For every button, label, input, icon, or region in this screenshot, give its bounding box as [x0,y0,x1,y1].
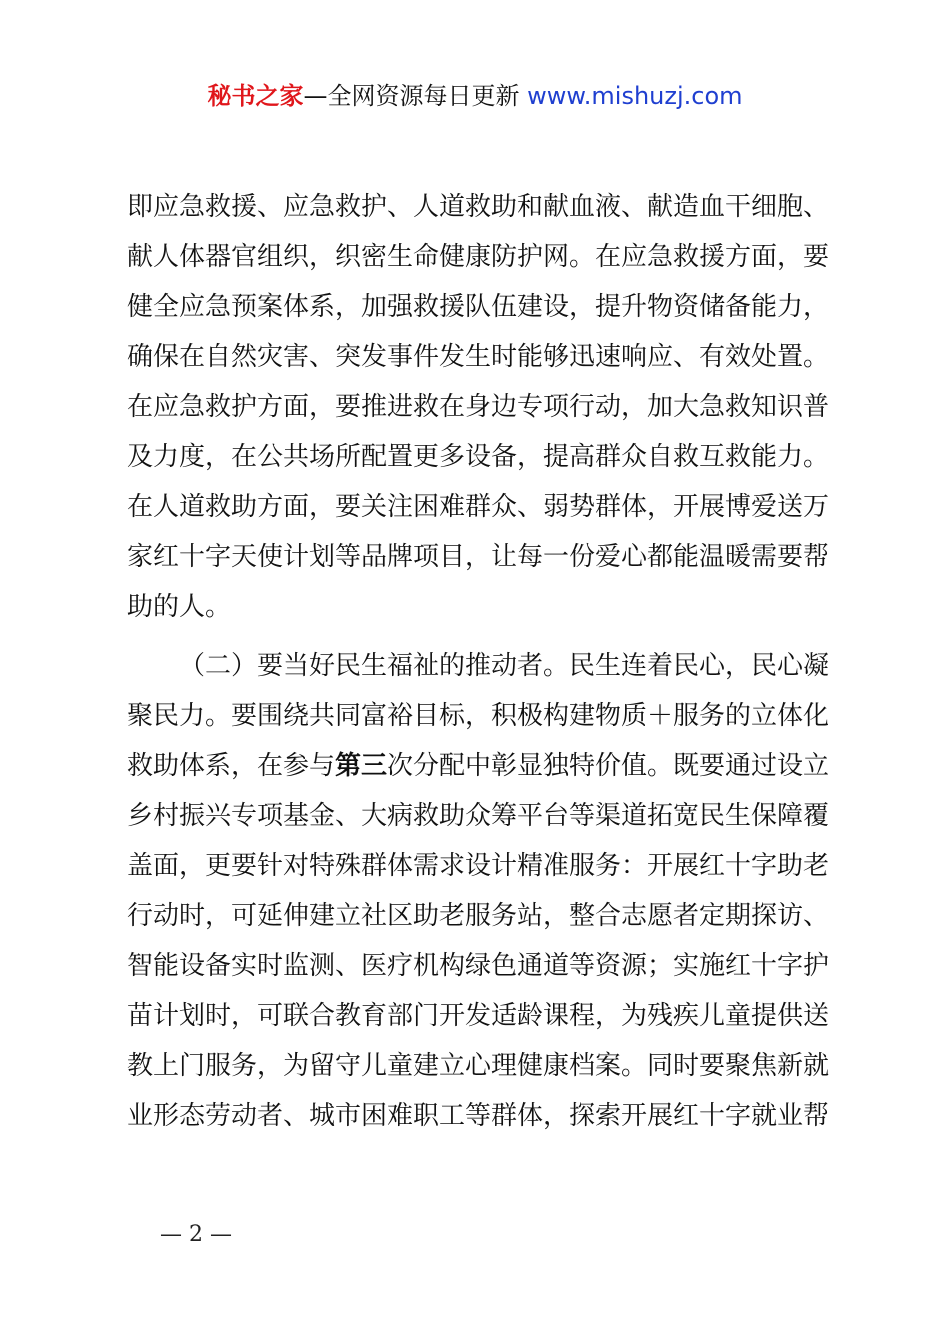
page-number: — 2 — [160,1222,232,1247]
text-line: 乡村振兴专项基金、大病救助众筹平台等渠道拓宽民生保障覆 [127,801,830,831]
text-line: 献人体器官组织，织密生命健康防护网。在应急救援方面，要 [127,242,830,272]
text-line: 健全应急预案体系，加强救援队伍建设，提升物资储备能力， [127,292,830,322]
text-line: 业形态劳动者、城市困难职工等群体，探索开展红十字就业帮 [127,1101,830,1131]
paragraph-2 [127,641,839,1141]
text-line: 聚民力。要围绕共同富裕目标，积极构建物质＋服务的立体化 [127,701,830,731]
text-line: 在人道救助方面，要关注困难群众、弱势群体，开展博爱送万 [127,492,830,522]
header-tagline: —全网资源每日更新 [303,82,520,110]
paragraph-spacer [127,632,839,641]
text-line [127,741,839,791]
text-segment: 次分配中彰显独特价值。既要通过设立 [387,751,830,781]
text-line: 盖面，更要针对特殊群体需求设计精准服务：开展红十字助老 [127,851,830,881]
text-line: （二）要当好民生福祉的推动者。民生连着民心，民心凝 [179,651,830,681]
text-line: 即应急救援、应急救护、人道救助和献血液、献造血干细胞、 [127,192,830,222]
text-line: 智能设备实时监测、医疗机构绿色通道等资源；实施红十字护 [127,951,830,981]
text-segment: 救助体系，在参与 [127,751,336,781]
paragraph-1 [127,182,839,632]
text-line: 助的人。 [127,592,232,622]
brand-name: 秘书之家 [207,82,304,110]
text-line: 行动时，可延伸建立社区助老服务站，整合志愿者定期探访、 [127,901,830,931]
text-line: 在应急救护方面，要推进救在身边专项行动，加大急救知识普 [127,392,830,422]
document-body [127,182,839,1141]
site-url[interactable]: www.mishuzj.com [527,82,743,110]
bold-text-segment: 第三 [335,751,388,781]
text-line: 教上门服务，为留守儿童建立心理健康档案。同时要聚焦新就 [127,1051,830,1081]
text-line: 确保在自然灾害、突发事件发生时能够迅速响应、有效处置。 [127,342,830,372]
text-line: 苗计划时，可联合教育部门开发适龄课程，为残疾儿童提供送 [127,1001,830,1031]
text-line: 家红十字天使计划等品牌项目，让每一份爱心都能温暖需要帮 [127,542,830,572]
text-line: 及力度，在公共场所配置更多设备，提高群众自救互救能力。 [127,442,830,472]
site-header [0,78,950,114]
